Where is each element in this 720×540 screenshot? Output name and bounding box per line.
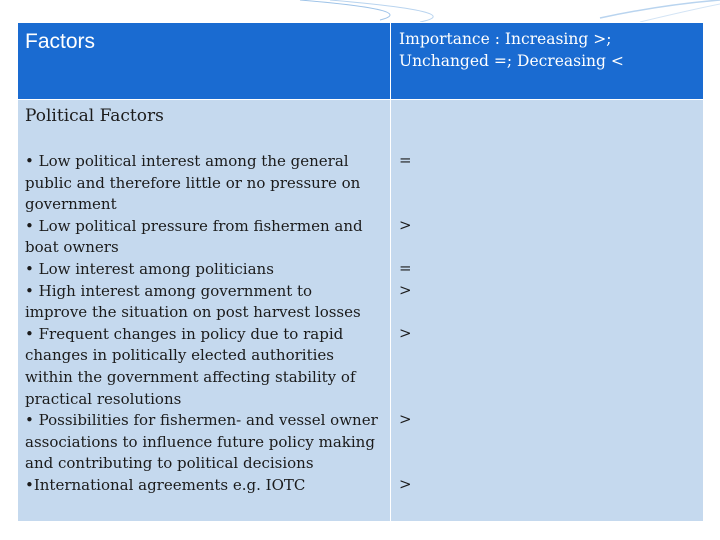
factor-line: practical resolutions xyxy=(25,389,182,408)
factor-line: government xyxy=(25,195,117,214)
importance-legend-line-2: Unchanged =; Decreasing < xyxy=(399,52,624,70)
importance-mark: = xyxy=(399,151,412,169)
importance-mark: > xyxy=(399,215,412,234)
factor-line: associations to influence future policy making xyxy=(25,432,375,451)
column-divider xyxy=(390,23,391,521)
factor-line: • High interest among government to xyxy=(25,281,313,300)
factor-item xyxy=(25,410,391,475)
factor-line: improve the situation on post harvest losses xyxy=(25,303,361,322)
factor-item xyxy=(25,216,391,259)
factors-table xyxy=(17,22,704,522)
factor-list xyxy=(25,151,391,497)
importance-cell xyxy=(391,100,703,521)
factor-line: changes in politically elected authorities xyxy=(25,346,334,365)
factor-line: • Low interest among politicians xyxy=(25,259,274,278)
importance-mark: > xyxy=(399,280,412,299)
factor-line: •International agreements e.g. IOTC xyxy=(25,475,306,494)
factor-item xyxy=(25,281,391,324)
factor-item xyxy=(25,324,391,410)
factors-cell xyxy=(18,100,390,521)
importance-mark: > xyxy=(399,323,412,342)
factor-line: • Low political pressure from fishermen and xyxy=(25,216,363,235)
factor-item xyxy=(25,151,391,216)
factor-line: • Possibilities for fishermen- and vessel owner xyxy=(25,411,378,430)
importance-mark: > xyxy=(399,410,412,429)
factor-line: within the government affecting stability of xyxy=(25,367,356,386)
importance-legend-line-1: Importance : Increasing >; xyxy=(399,30,612,48)
factor-line: boat owners xyxy=(25,238,119,257)
importance-mark: > xyxy=(399,475,412,493)
header-divider xyxy=(18,99,703,100)
factors-header-label: Factors xyxy=(25,30,96,53)
importance-header xyxy=(391,23,703,99)
factor-line: and contributing to political decisions xyxy=(25,454,314,473)
factor-line: • Frequent changes in policy due to rapid xyxy=(25,324,344,343)
factor-line: • Low political interest among the general xyxy=(25,152,349,170)
factor-line: public and therefore little or no pressure on xyxy=(25,173,361,192)
factor-item xyxy=(25,259,391,281)
section-title: Political Factors xyxy=(25,106,164,126)
importance-mark: = xyxy=(399,259,412,277)
factors-header xyxy=(18,23,390,99)
factor-item xyxy=(25,475,391,497)
